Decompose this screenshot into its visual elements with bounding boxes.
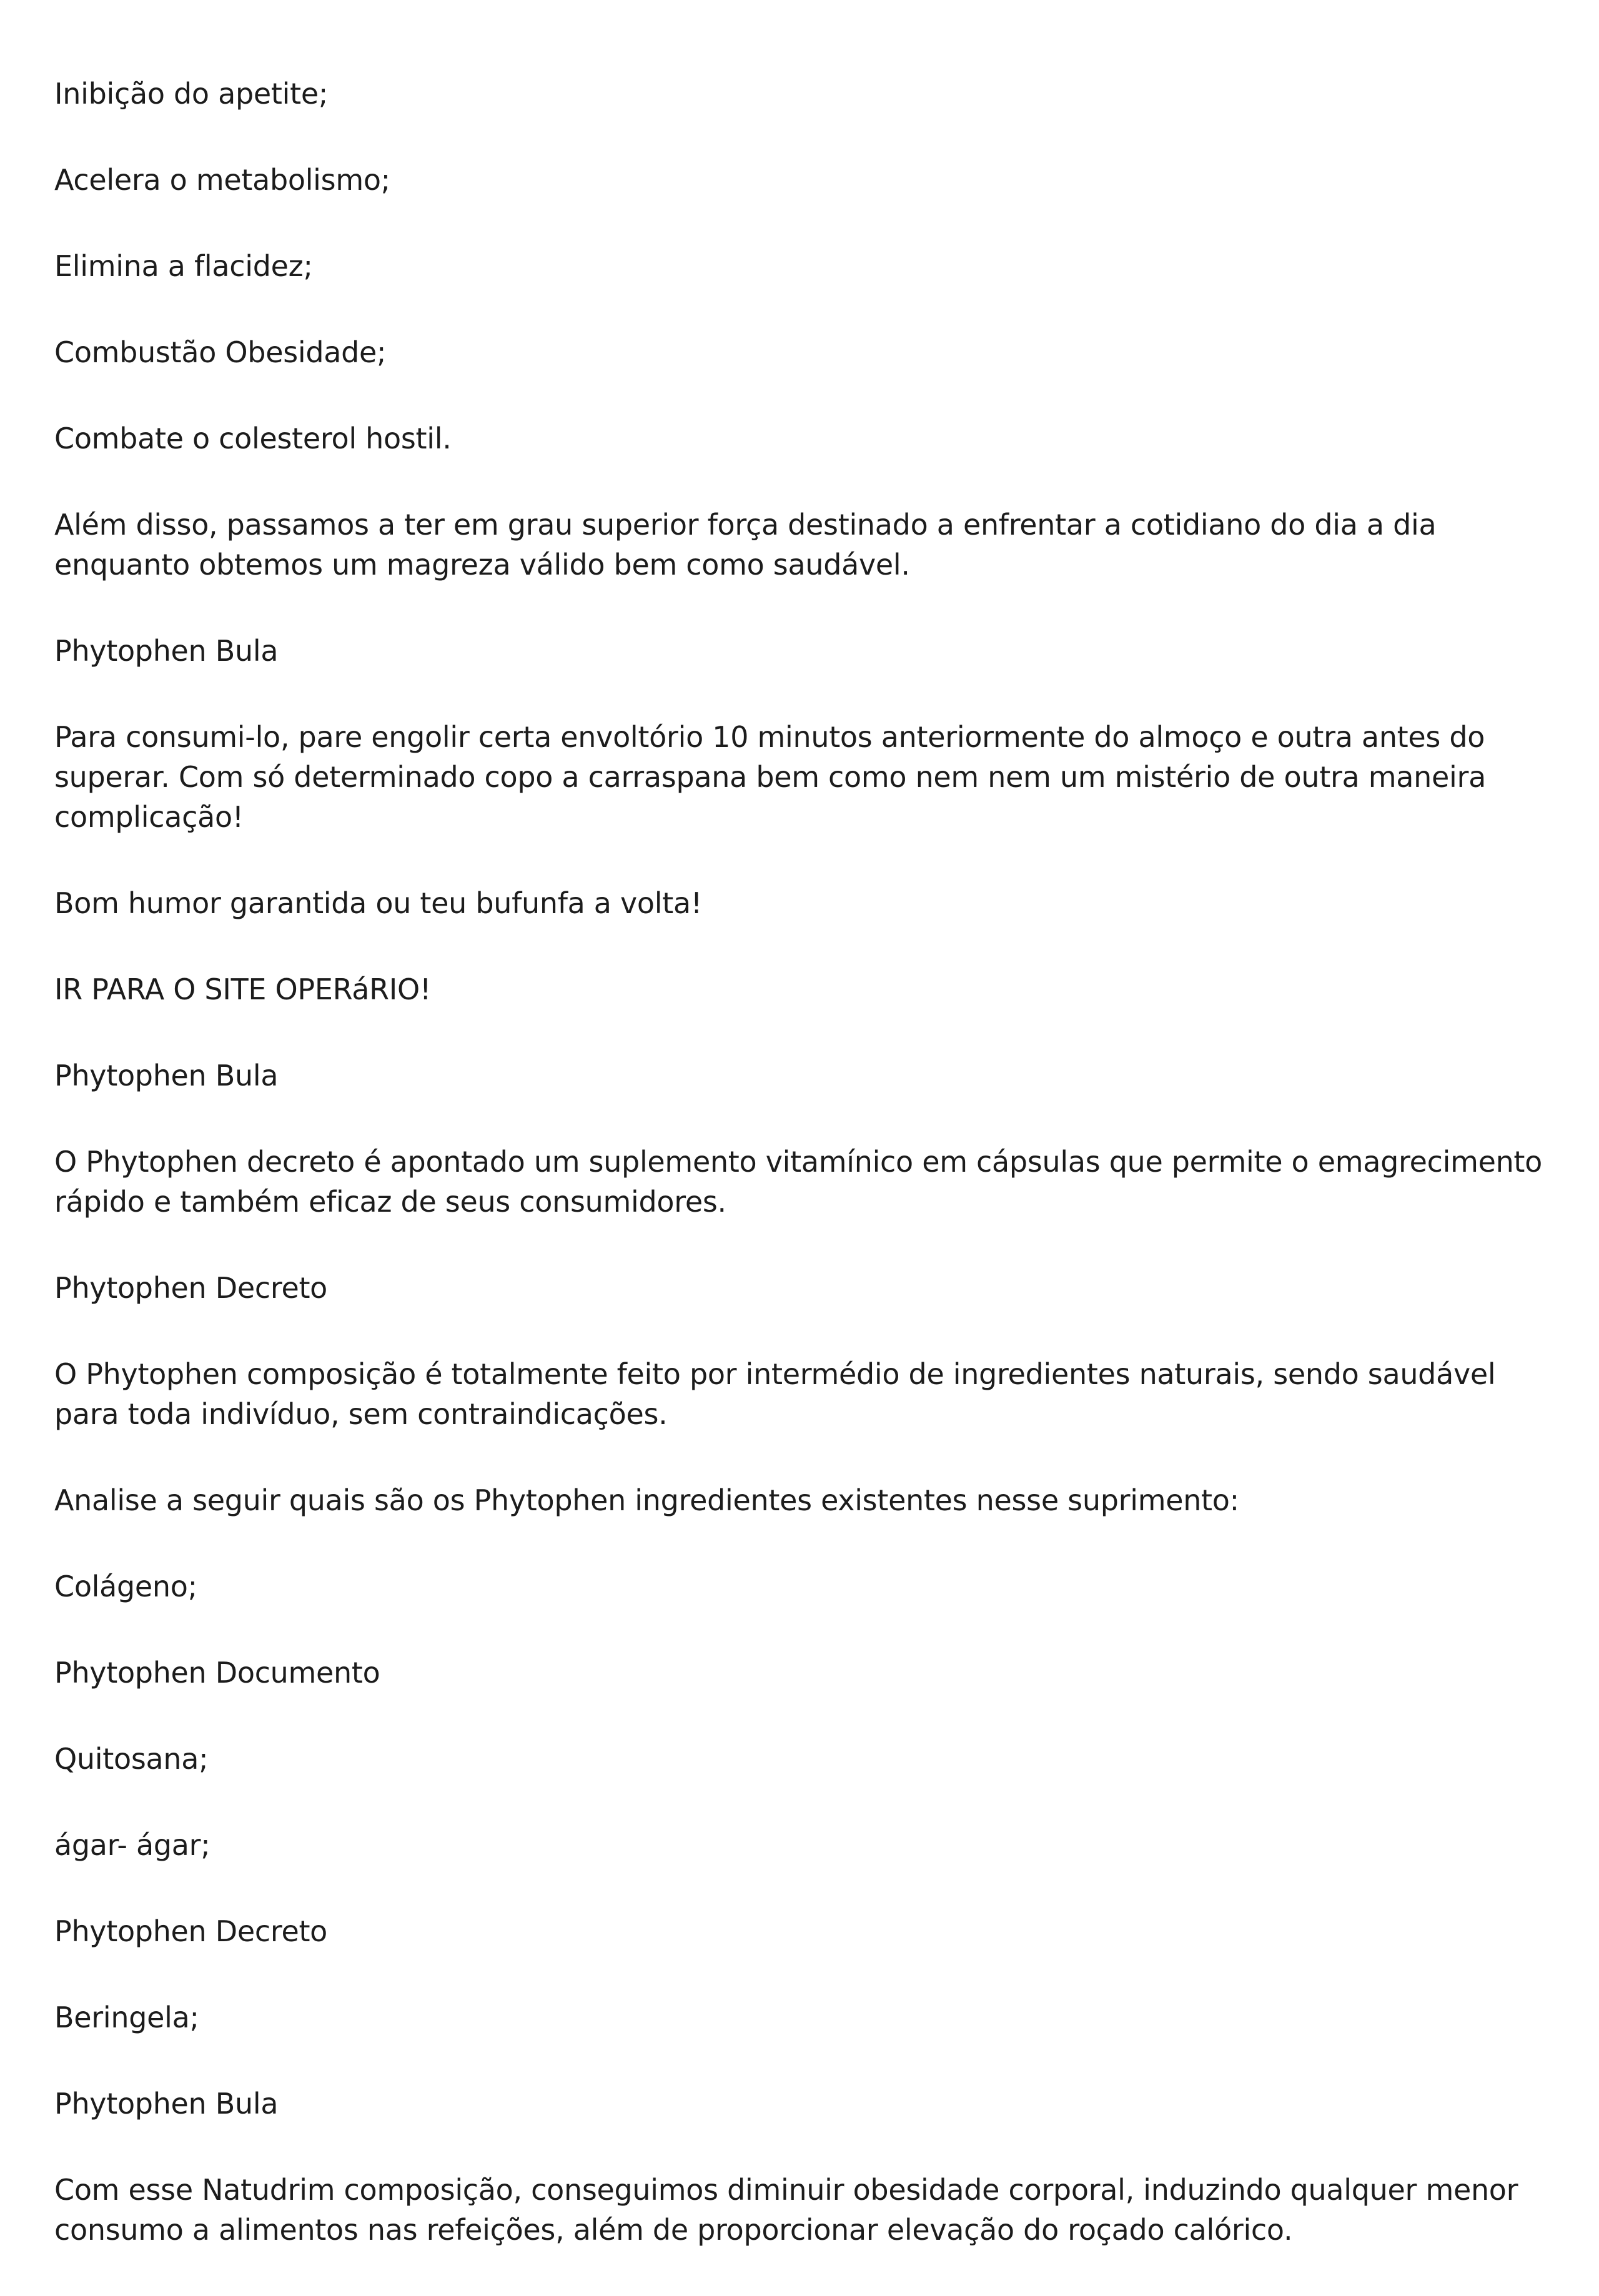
paragraph: O Phytophen composição é totalmente feito por intermédio de ingredientes naturais, sendo saudável para toda indivíduo, sem contraindicações. [54, 1357, 1496, 1431]
paragraph: Inibição do apetite; [54, 77, 329, 111]
paragraph: Analise a seguir quais são os Phytophen ingredientes existentes nesse suprimento: [54, 1483, 1239, 1517]
paragraph: Com esse Natudrim composição, conseguimos diminuir obesidade corporal, induzindo qualquer menor consumo a alimentos nas refeições, além de proporcionar elevação do roçado calórico. [54, 2173, 1518, 2247]
ingredient-item: Quitosana; [54, 1742, 209, 1776]
ingredient-item: Colágeno; [54, 1570, 197, 1603]
ingredient-item: Beringela; [54, 2001, 199, 2034]
paragraph: Além disso, passamos a ter em grau superior força destinado a enfrentar a cotidiano do dia a dia enquanto obtemos um magreza válido bem como saudável. [54, 508, 1437, 581]
cta-text: IR PARA O SITE OPERáRIO! [54, 972, 432, 1006]
paragraph: Elimina a flacidez; [54, 249, 313, 283]
paragraph: Combate o colesterol hostil. [54, 422, 452, 455]
paragraph: Bom humor garantida ou teu bufunfa a volta! [54, 886, 703, 920]
heading: Phytophen Bula [54, 2087, 279, 2120]
paragraph: Combustão Obesidade; [54, 335, 387, 369]
ingredient-item: ágar- ágar; [54, 1828, 210, 1862]
document-body [54, 74, 1553, 2296]
heading: Phytophen Bula [54, 634, 279, 668]
paragraph: Acelera o metabolismo; [54, 163, 390, 197]
heading: Phytophen Decreto [54, 1914, 328, 1948]
heading: Phytophen Bula [54, 1059, 279, 1092]
heading: Phytophen Documento [54, 1656, 380, 1690]
paragraph: O Phytophen decreto é apontado um suplemento vitamínico em cápsulas que permite o emagrecimento rápido e também eficaz de seus consumidores. [54, 1145, 1543, 1219]
paragraph: Para consumi-lo, pare engolir certa envoltório 10 minutos anteriormente do almoço e outra antes do superar. Com só determinado copo a carraspana bem como nem nem um mistério de outra maneira complicação! [54, 720, 1486, 834]
heading: Phytophen Decreto [54, 1271, 328, 1305]
